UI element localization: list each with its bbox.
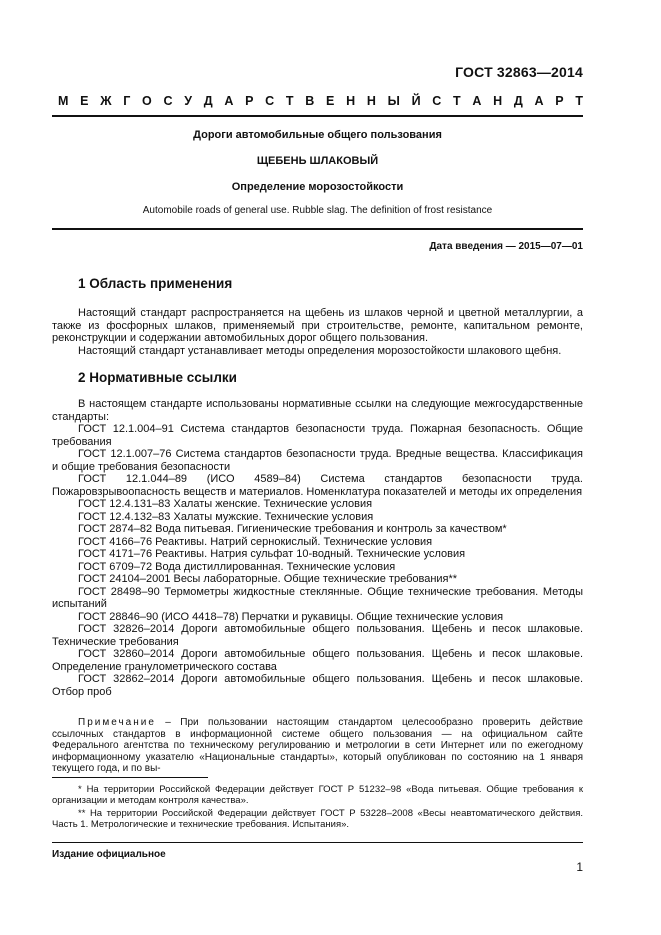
reference-item: ГОСТ 12.4.132–83 Халаты мужские. Технические условия [78, 510, 374, 523]
page-number: 1 [576, 860, 583, 874]
reference-item: ГОСТ 6709–72 Вода дистиллированная. Технические условия [78, 560, 396, 573]
header-divider [52, 115, 583, 117]
references-list [52, 398, 583, 698]
title-line-1: Дороги автомобильные общего пользования [193, 129, 442, 141]
reference-item: ГОСТ 28498–90 Термометры жидкостные стеклянные. Общие технические требования. Методы испытаний [52, 585, 583, 610]
footnote-divider [52, 777, 208, 778]
reference-item: ГОСТ 24104–2001 Весы лабораторные. Общие технические требования** [78, 573, 458, 585]
english-title: Automobile roads of general use. Rubble slag. The definition of frost resistance [142, 205, 493, 216]
note-label: Примечание [78, 717, 156, 728]
reference-item: ГОСТ 12.1.007–76 Система стандартов безопасности труда. Вредные вещества. Классификация и общие требования безопасности [52, 448, 583, 473]
reference-item: ГОСТ 28846–90 (ИСО 4418–78) Перчатки и рукавицы. Общие технические условия [78, 610, 504, 623]
footnote-2: ** На территории Российской Федерации действует ГОСТ Р 53228–2008 «Весы неавтоматического действия. Часть 1. Метрологические и технические требования. Испытания». [52, 808, 583, 830]
note-text: – При пользовании настоящим стандартом целесообразно проверить действие ссылочных стандартов в информационной системе общего пользования — на официальном сайте Федерального агентства по техническому регулированию и метрологии в сети Интернет или по ежегодному информационному указателю «Национальные стандарты», который опубликован по состоянию на 1 января текущего года, и по вы- [52, 717, 583, 774]
footer-divider [52, 842, 583, 843]
references-intro: В настоящем стандарте использованы нормативные ссылки на следующие межгосударственные стандарты: [52, 398, 583, 423]
reference-item: ГОСТ 12.1.004–91 Система стандартов безопасности труда. Пожарная безопасность. Общие требования [52, 423, 583, 448]
edition-label: Издание официальное [52, 849, 166, 860]
introduction-date: Дата введения — 2015—07—01 [429, 241, 583, 252]
footnote-1: * На территории Российской Федерации действует ГОСТ Р 51232–98 «Вода питьевая. Общие требования к организации и методам контроля качества». [52, 784, 583, 806]
title-line-3: Определение морозостойкости [231, 181, 404, 193]
standard-type-heading: М Е Ж Г О С У Д А Р С Т В Е Н Н Ы Й С Т А Н Д А Р Т [58, 94, 583, 108]
reference-item: ГОСТ 4171–76 Реактивы. Натрия сульфат 10-водный. Технические условия [78, 548, 466, 560]
title-line-2: ЩЕБЕНЬ ШЛАКОВЫЙ [256, 155, 379, 167]
reference-item: ГОСТ 12.4.131–83 Халаты женские. Технические условия [78, 498, 373, 510]
reference-item: ГОСТ 32860–2014 Дороги автомобильные общего пользования. Щебень и песок шлаковые. Определение гранулометрического состава [52, 648, 583, 673]
section-1-heading: 1 Область применения [78, 276, 233, 291]
section-1-paragraph-1: Настоящий стандарт распространяется на щебень из шлаков черной и цветной металлургии, а также из фосфорных шлаков, применяемый при строительстве, ремонте, капитальном ремонте, реконструкции и содержании автомобильных дорог общего пользования. [52, 307, 583, 344]
note-paragraph [52, 717, 583, 775]
document-number: ГОСТ 32863—2014 [455, 64, 583, 80]
section-1-paragraph-2: Настоящий стандарт устанавливает методы определения морозостойкости шлакового щебня. [78, 345, 562, 357]
reference-item: ГОСТ 32862–2014 Дороги автомобильные общего пользования. Щебень и песок шлаковые. Отбор проб [52, 673, 583, 698]
reference-item: ГОСТ 12.1.044–89 (ИСО 4589–84) Система стандартов безопасности труда. Пожаровзрывоопасность веществ и материалов. Номенклатура показателей и методы их определения [52, 473, 583, 498]
title-divider [52, 228, 583, 230]
reference-item: ГОСТ 32826–2014 Дороги автомобильные общего пользования. Щебень и песок шлаковые. Технические требования [52, 623, 583, 648]
section-2-heading: 2 Нормативные ссылки [78, 370, 237, 385]
reference-item: ГОСТ 4166–76 Реактивы. Натрий сернокислый. Технические условия [78, 535, 433, 548]
reference-item: ГОСТ 2874–82 Вода питьевая. Гигиенические требования и контроль за качеством* [78, 523, 507, 535]
